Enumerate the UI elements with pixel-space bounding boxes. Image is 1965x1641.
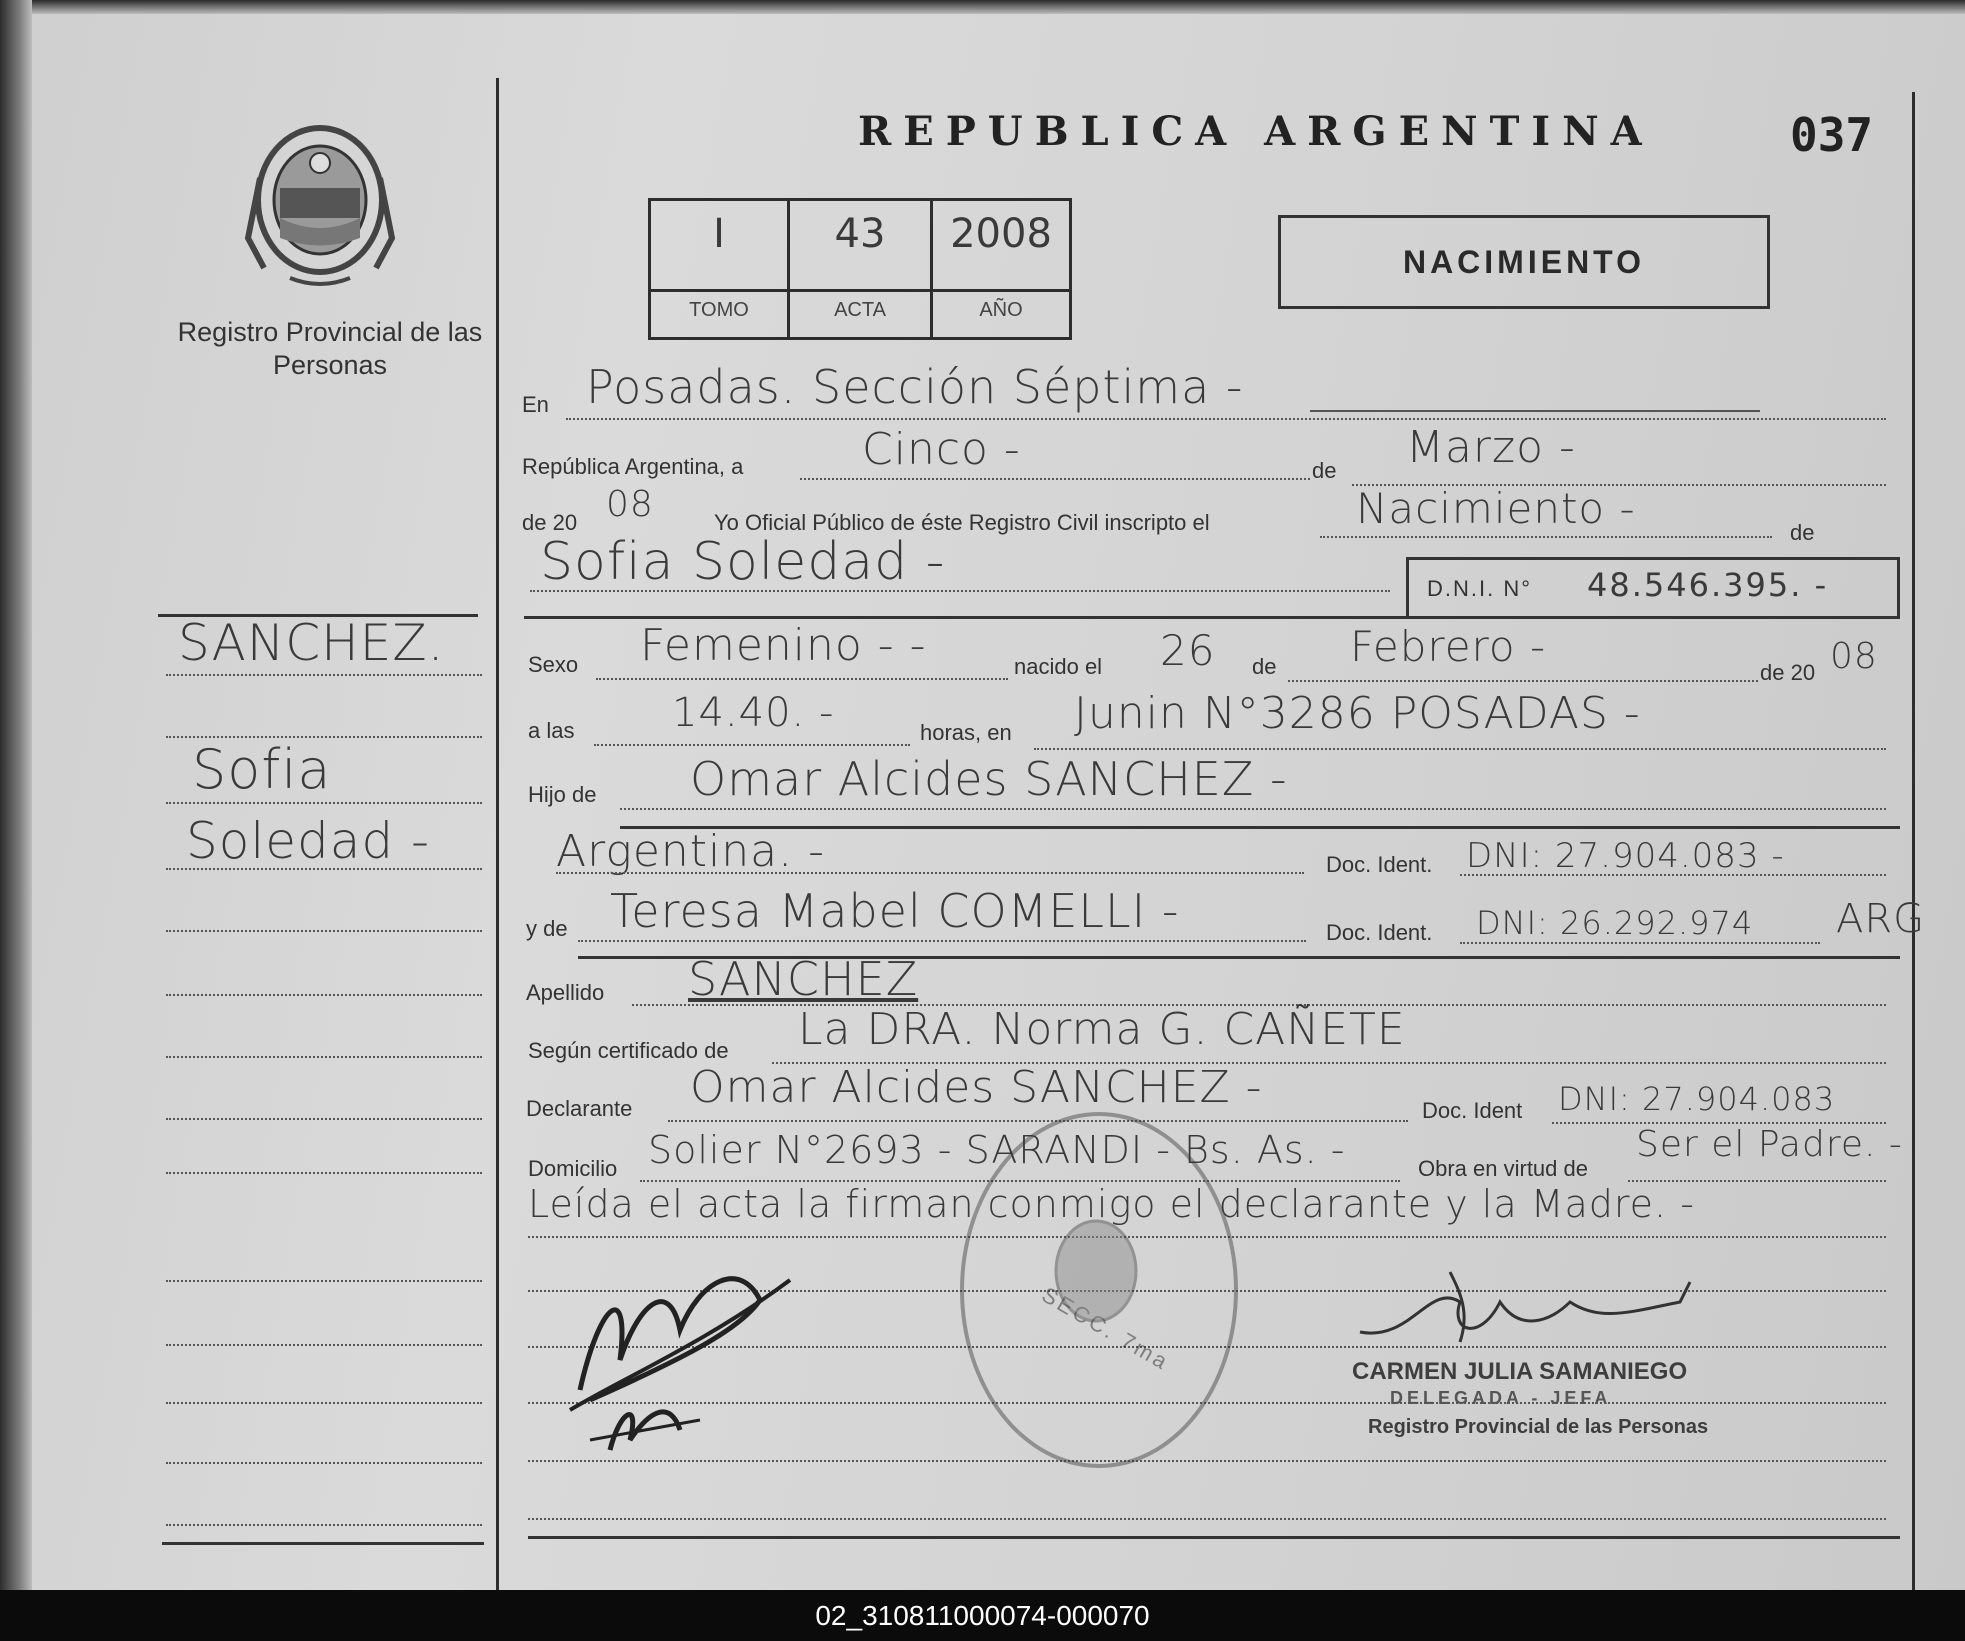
entry-event: Nacimiento - <box>1356 484 1636 533</box>
tomo-cell <box>651 201 790 337</box>
declarant-signature <box>560 1240 800 1475</box>
margin-line <box>166 1280 482 1282</box>
margin-line <box>166 802 482 804</box>
entry-sex: Femenino - - <box>640 620 927 671</box>
label-horas-en: horas, en <box>920 720 1012 745</box>
label-de-20-b: de 20 <box>1760 660 1816 685</box>
line-day <box>800 478 1310 480</box>
margin-line <box>166 736 482 738</box>
line-birth-month <box>1288 680 1758 682</box>
margin-line <box>166 1402 482 1404</box>
page-left-edge <box>0 0 32 1590</box>
margin-bottom-rule <box>162 1542 484 1545</box>
acta-cell <box>790 201 933 337</box>
line-sex <box>596 678 1008 680</box>
line-place <box>566 418 1886 420</box>
entry-birth-month: Febrero - <box>1350 622 1547 671</box>
entry-closing: Leída el acta la firman conmigo el declarante y la Madre. - <box>528 1182 1695 1226</box>
country-title: REPUBLICA ARGENTINA <box>858 108 1654 155</box>
dni-value: 48.546.395. - <box>1587 566 1829 604</box>
margin-line <box>166 1118 482 1120</box>
entry-father-nationality: Argentina. - <box>556 826 825 877</box>
label-doc-ident-3: Doc. Ident <box>1422 1098 1523 1123</box>
line-time <box>594 744 910 746</box>
label-de-3: de <box>1252 654 1277 679</box>
entry-declarant-doc: DNI: 27.904.083 <box>1558 1080 1836 1118</box>
label-a-las: a las <box>528 718 575 743</box>
label-republica-a: República Argentina, a <box>522 454 744 479</box>
label-de-2: de <box>1790 520 1815 545</box>
margin-line <box>166 930 482 932</box>
margin-line <box>166 1524 482 1526</box>
entry-declarant: Omar Alcides SANCHEZ - <box>690 1062 1263 1113</box>
blank-dash <box>1310 410 1760 412</box>
blank-line <box>528 1518 1886 1520</box>
entry-certificate: La DRA. Norma G. CAÑETE <box>798 1004 1406 1055</box>
issuer-name: Registro Provincial de las Personas <box>177 317 483 380</box>
label-de: de <box>1312 458 1337 483</box>
tomo-value: I <box>713 211 725 257</box>
label-doc-ident: Doc. Ident. <box>1326 852 1433 877</box>
entry-surname: SANCHEZ <box>688 952 919 1006</box>
anio-label: AÑO <box>979 299 1023 321</box>
entry-mother-doc: DNI: 26.292.974 <box>1476 904 1754 942</box>
official-seal <box>960 1112 1238 1468</box>
label-oficial: Yo Oficial Público de éste Registro Civil inscripto el <box>714 510 1210 535</box>
entry-birth-year: 08 <box>1830 636 1878 677</box>
anio-value: 2008 <box>950 211 1052 257</box>
seal-text: SECC. 7ma <box>1037 1281 1175 1376</box>
record-reference-table <box>648 198 1072 340</box>
bottom-rule <box>528 1536 1900 1539</box>
margin-line <box>166 1172 482 1174</box>
line-child-name <box>530 590 1390 592</box>
margin-line <box>166 868 482 870</box>
record-type-box: NACIMIENTO <box>1278 215 1770 309</box>
entry-child-name: Sofia Soledad - <box>540 532 946 592</box>
dni-label: D.N.I. N° <box>1427 576 1533 601</box>
margin-line <box>166 994 482 996</box>
entry-father-doc: DNI: 27.904.083 - <box>1466 836 1785 876</box>
label-declarante: Declarante <box>526 1096 633 1121</box>
line-birth-place <box>1034 748 1886 750</box>
section-rule <box>524 616 1894 619</box>
label-en: En <box>522 392 549 417</box>
entry-capacity: Ser el Padre. - <box>1636 1124 1903 1165</box>
provincial-coat-of-arms <box>240 118 400 293</box>
label-hijo-de: Hijo de <box>528 782 597 807</box>
anio-cell <box>933 201 1069 337</box>
margin-first-name: Sofia <box>192 738 332 801</box>
margin-line <box>166 674 482 676</box>
acta-value: 43 <box>834 211 886 257</box>
entry-mother-nationality: ARG <box>1836 896 1926 942</box>
acta-label: ACTA <box>834 299 886 321</box>
margin-line <box>166 1344 482 1346</box>
label-doc-ident-2: Doc. Ident. <box>1326 920 1433 945</box>
margin-middle-name: Soledad - <box>186 812 431 870</box>
margin-line <box>166 1056 482 1058</box>
line-event <box>1320 536 1772 538</box>
entry-day: Cinco - <box>862 424 1021 475</box>
seal-emblem-icon <box>1036 1206 1156 1336</box>
right-border <box>1912 92 1915 1590</box>
entry-year: 08 <box>606 484 654 525</box>
tomo-label: TOMO <box>689 299 749 321</box>
label-nacido-el: nacido el <box>1014 654 1103 679</box>
label-de-20: de 20 <box>522 510 578 535</box>
official-name: CARMEN JULIA SAMANIEGO <box>1352 1358 1688 1385</box>
margin-line <box>166 1462 482 1464</box>
entry-time: 14.40. - <box>672 690 835 736</box>
page-top-edge <box>0 0 1965 14</box>
left-column-divider <box>496 78 499 1590</box>
label-obra: Obra en virtud de <box>1418 1156 1588 1181</box>
entry-month: Marzo - <box>1406 422 1576 473</box>
official-title: DELEGADA - JEFA <box>1390 1388 1612 1408</box>
line-declarant <box>668 1120 1408 1122</box>
line-father <box>620 808 1886 810</box>
line-mother <box>578 940 1306 942</box>
margin-surname: SANCHEZ. <box>178 614 445 672</box>
serial-number: 037 <box>1790 108 1874 162</box>
official-office: Registro Provincial de las Personas <box>1368 1416 1709 1438</box>
entry-address: Solier N°2693 - SARANDI - Bs. As. - <box>648 1128 1346 1172</box>
label-sexo: Sexo <box>528 652 579 677</box>
image-id-caption: 02_310811000074-000070 <box>0 1590 1965 1641</box>
label-apellido: Apellido <box>526 980 605 1005</box>
entry-birth-place: Junin N°3286 POSADAS - <box>1074 688 1641 739</box>
entry-father: Omar Alcides SANCHEZ - <box>690 752 1288 806</box>
entry-birth-day: 26 <box>1160 626 1216 675</box>
label-y-de: y de <box>526 916 568 941</box>
label-domicilio: Domicilio <box>528 1156 618 1181</box>
label-segun: Según certificado de <box>528 1038 729 1063</box>
entry-place: Posadas. Sección Séptima - <box>586 360 1244 414</box>
dni-box <box>1406 557 1900 619</box>
line-father-nationality <box>556 872 1304 874</box>
line-mother-doc <box>1460 942 1820 944</box>
entry-mother: Teresa Mabel COMELLI - <box>610 884 1180 938</box>
